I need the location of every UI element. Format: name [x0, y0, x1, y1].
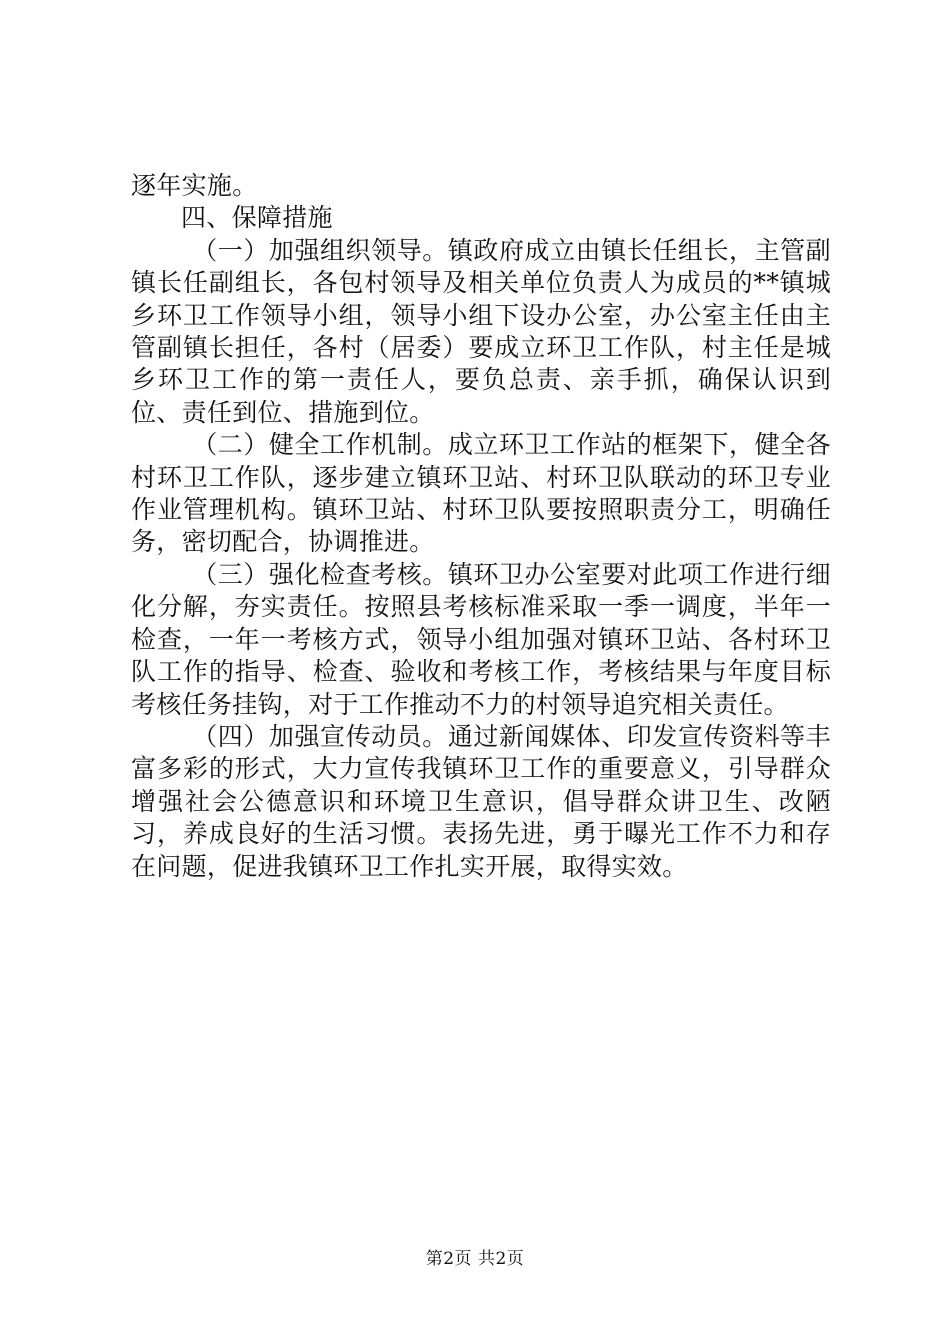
paragraph-organization: （一）加强组织领导。镇政府成立由镇长任组长，主管副镇长任副组长，各包村领导及相关单位负责人为成员的**镇城乡环卫工作领导小组，领导小组下设办公室，办公室主任由主管副镇长担任，各村（居委）要成立环卫工作队，村主任是城乡环卫工作的第一责任人，要负总责、亲手抓，确保认识到位、责任到位、措施到位。	[131, 235, 831, 427]
document-body	[131, 170, 831, 883]
paragraph-continuation: 逐年实施。	[131, 171, 258, 200]
section-heading: 四、保障措施	[181, 203, 333, 233]
paragraph-mechanism: （二）健全工作机制。成立环卫工作站的框架下，健全各村环卫工作队，逐步建立镇环卫站、村环卫队联动的环卫专业作业管理机构。镇环卫站、村环卫队要按照职责分工，明确任务，密切配合，协调推进。	[131, 430, 831, 557]
paragraph-publicity: （四）加强宣传动员。通过新闻媒体、印发宣传资料等丰富多彩的形式，大力宣传我镇环卫工作的重要意义，引导群众增强社会公德意识和环境卫生意识，倡导群众讲卫生、改陋习，养成良好的生活习惯。表扬先进，勇于曝光工作不力和存在问题，促进我镇环卫工作扎实开展，取得实效。	[131, 721, 831, 881]
page-footer: 第2页 共2页	[425, 1249, 525, 1269]
paragraph-inspection: （三）强化检查考核。镇环卫办公室要对此项工作进行细化分解，夯实责任。按照县考核标准采取一季一调度，半年一检查，一年一考核方式，领导小组加强对镇环卫站、各村环卫队工作的指导、检查、验收和考核工作，考核结果与年度目标考核任务挂钩，对于工作推动不力的村领导追究相关责任。	[131, 559, 831, 719]
